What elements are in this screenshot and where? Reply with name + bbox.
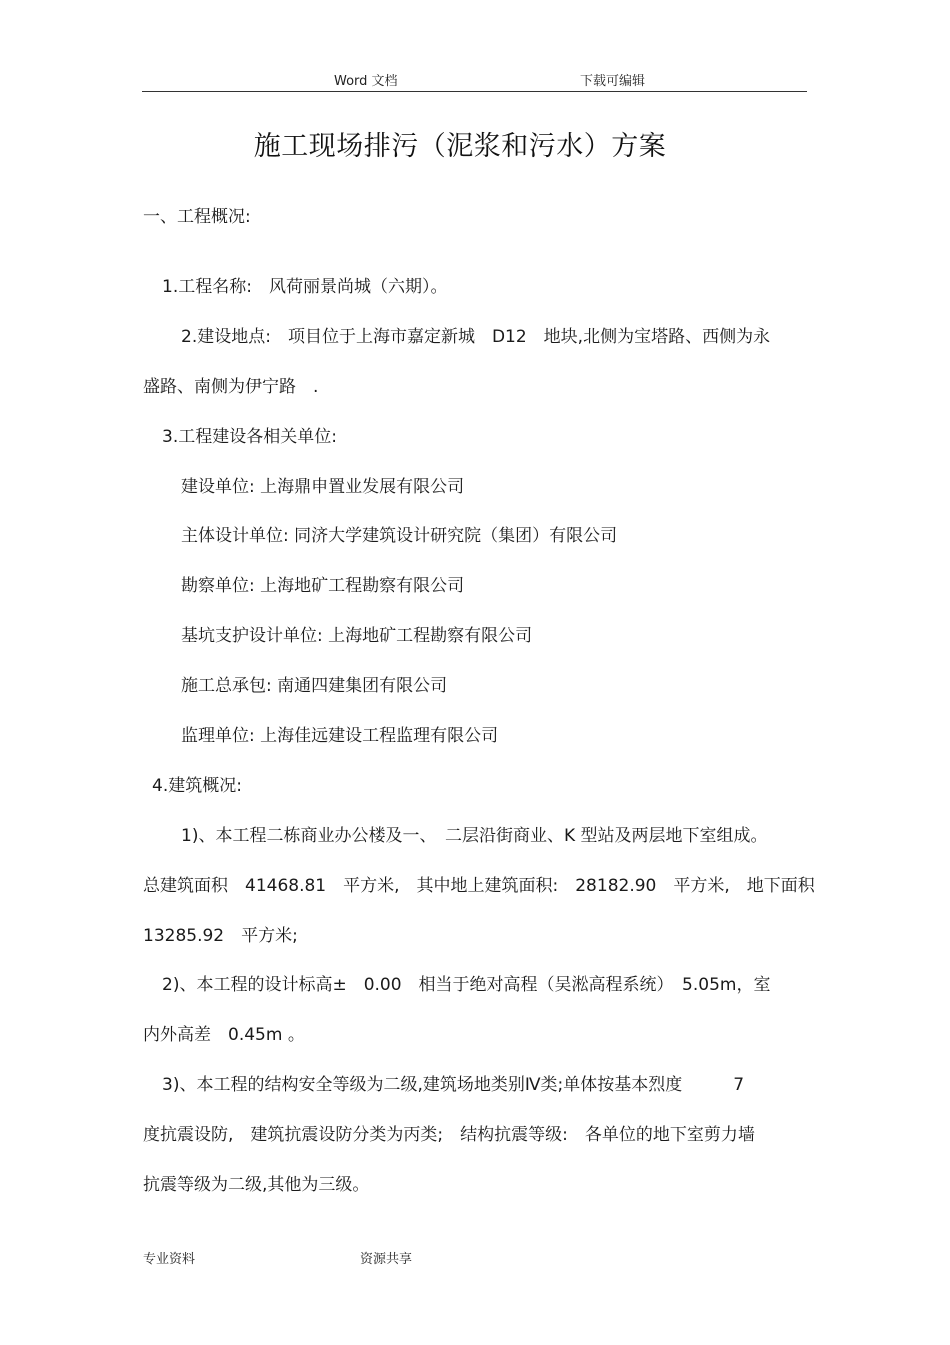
- body-line: 1)、本工程二栋商业办公楼及一、 二层沿街商业、K 型站及两层地下室组成。: [181, 826, 768, 846]
- body-line: 13285.92 平方米;: [143, 926, 298, 946]
- body-line: 度抗震设防, 建筑抗震设防分类为丙类; 结构抗震等级: 各单位的地下室剪力墙: [143, 1125, 755, 1145]
- body-line: 2)、本工程的设计标高± 0.00 相当于绝对高程（吴淞高程系统） 5.05m，室: [162, 975, 771, 995]
- document-title: 施工现场排污（泥浆和污水）方案: [253, 131, 667, 162]
- body-line: 3)、本工程的结构安全等级为二级,建筑场地类别Ⅳ类;单体按基本烈度 7: [162, 1075, 745, 1095]
- body-line: 基坑支护设计单位: 上海地矿工程勘察有限公司: [181, 626, 533, 646]
- header-divider: [142, 91, 807, 92]
- body-line: 1.工程名称: 风荷丽景尚城（六期）。: [162, 277, 448, 297]
- header-right-text: 下载可编辑: [580, 74, 646, 89]
- footer-right-text: 资源共享: [360, 1252, 413, 1267]
- body-line: 监理单位: 上海佳远建设工程监理有限公司: [181, 726, 499, 746]
- body-line: 内外高差 0.45m 。: [143, 1025, 305, 1045]
- body-line: 主体设计单位: 同济大学建筑设计研究院（集团）有限公司: [181, 526, 618, 546]
- body-line: 3.工程建设各相关单位:: [162, 427, 337, 447]
- body-line: 勘察单位: 上海地矿工程勘察有限公司: [181, 576, 465, 596]
- header-left-text: Word 文档: [334, 74, 398, 89]
- body-line: 抗震等级为二级,其他为三级。: [143, 1175, 370, 1195]
- body-line: 建设单位: 上海鼎申置业发展有限公司: [181, 477, 465, 497]
- body-line: 施工总承包: 南通四建集团有限公司: [181, 676, 448, 696]
- body-line: 2.建设地点: 项目位于上海市嘉定新城 D12 地块,北侧为宝塔路、西侧为永: [181, 327, 771, 347]
- body-line: 盛路、南侧为伊宁路 .: [143, 377, 319, 397]
- body-line: 4.建筑概况:: [152, 776, 242, 796]
- body-line: 总建筑面积 41468.81 平方米, 其中地上建筑面积: 28182.90 平方米, 地下面积: [143, 876, 815, 896]
- footer-left-text: 专业资料: [143, 1252, 196, 1267]
- section-heading: 一、工程概况:: [143, 207, 251, 227]
